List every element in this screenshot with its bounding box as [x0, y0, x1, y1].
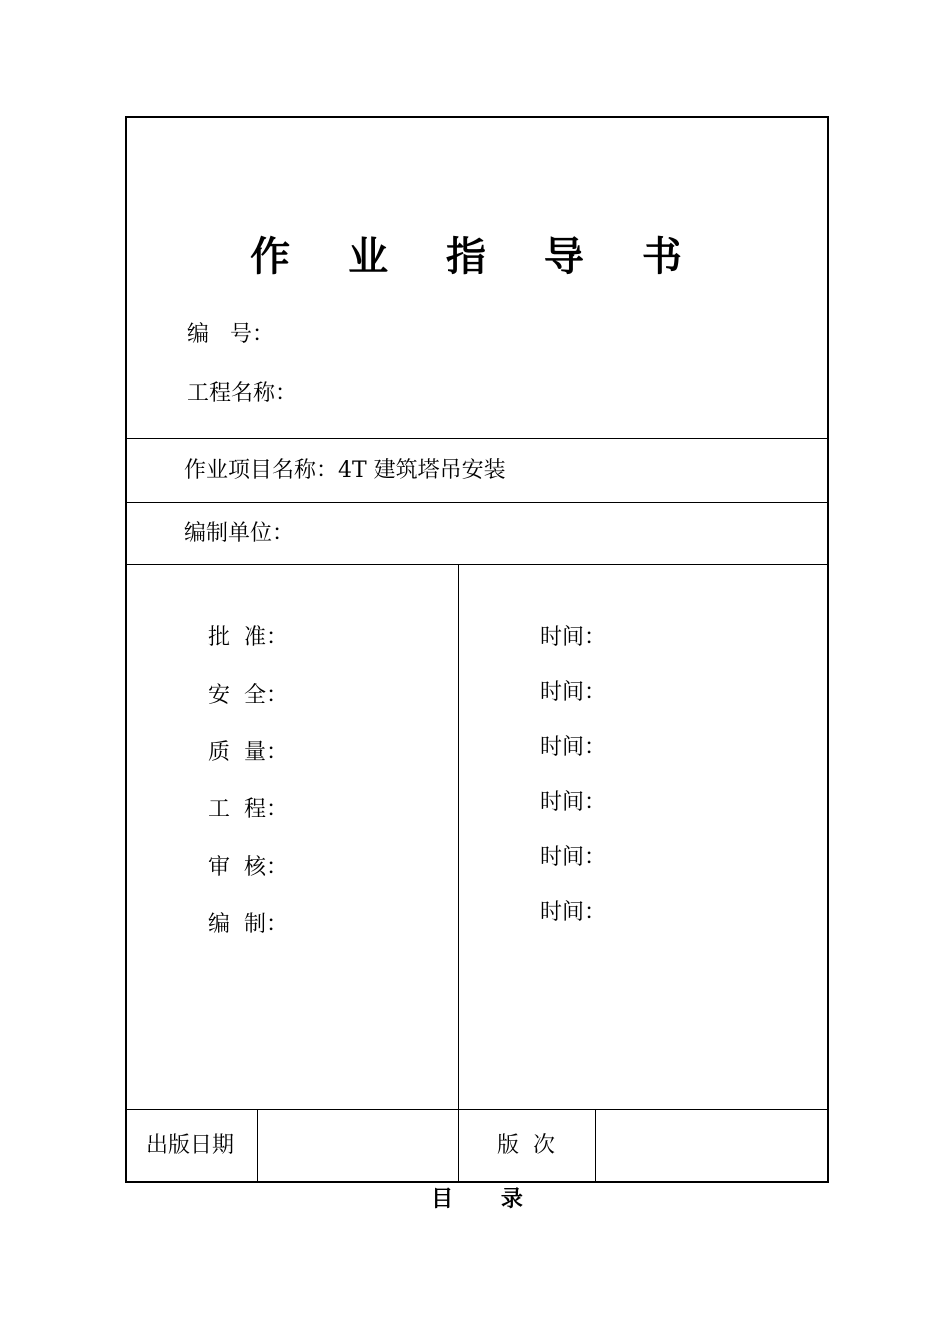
signoff-role: 工 程： — [208, 797, 288, 822]
column-divider — [458, 564, 459, 1182]
project-name-label: 工程名称： — [187, 381, 298, 406]
divider-line — [126, 564, 828, 565]
edition-label: 版 次 — [497, 1133, 555, 1158]
signoff-role: 编 制： — [208, 912, 288, 937]
signoff-role: 批 准： — [208, 625, 288, 650]
cell-divider — [257, 1109, 258, 1182]
cell-divider — [595, 1109, 596, 1182]
signoff-time-label: 时间： — [540, 625, 607, 650]
signoff-role: 审 核： — [208, 855, 288, 880]
publish-date-label: 出版日期 — [146, 1133, 235, 1158]
document-title: 作 业 指 导 书 — [250, 234, 704, 280]
work-item-label: 作业项目名称：4T 建筑塔吊安装 — [184, 458, 506, 483]
toc-heading: 目 录 — [431, 1187, 523, 1212]
signoff-role: 安 全： — [208, 683, 288, 708]
divider-line — [126, 1109, 828, 1110]
signoff-time-label: 时间： — [540, 900, 607, 925]
signoff-time-label: 时间： — [540, 735, 607, 760]
divider-line — [126, 438, 828, 439]
compiler-unit-label: 编制单位： — [184, 521, 295, 546]
number-label: 编 号： — [187, 322, 274, 347]
signoff-role: 质 量： — [208, 740, 288, 765]
signoff-time-label: 时间： — [540, 790, 607, 815]
divider-line — [126, 502, 828, 503]
signoff-time-label: 时间： — [540, 680, 607, 705]
signoff-time-label: 时间： — [540, 845, 607, 870]
